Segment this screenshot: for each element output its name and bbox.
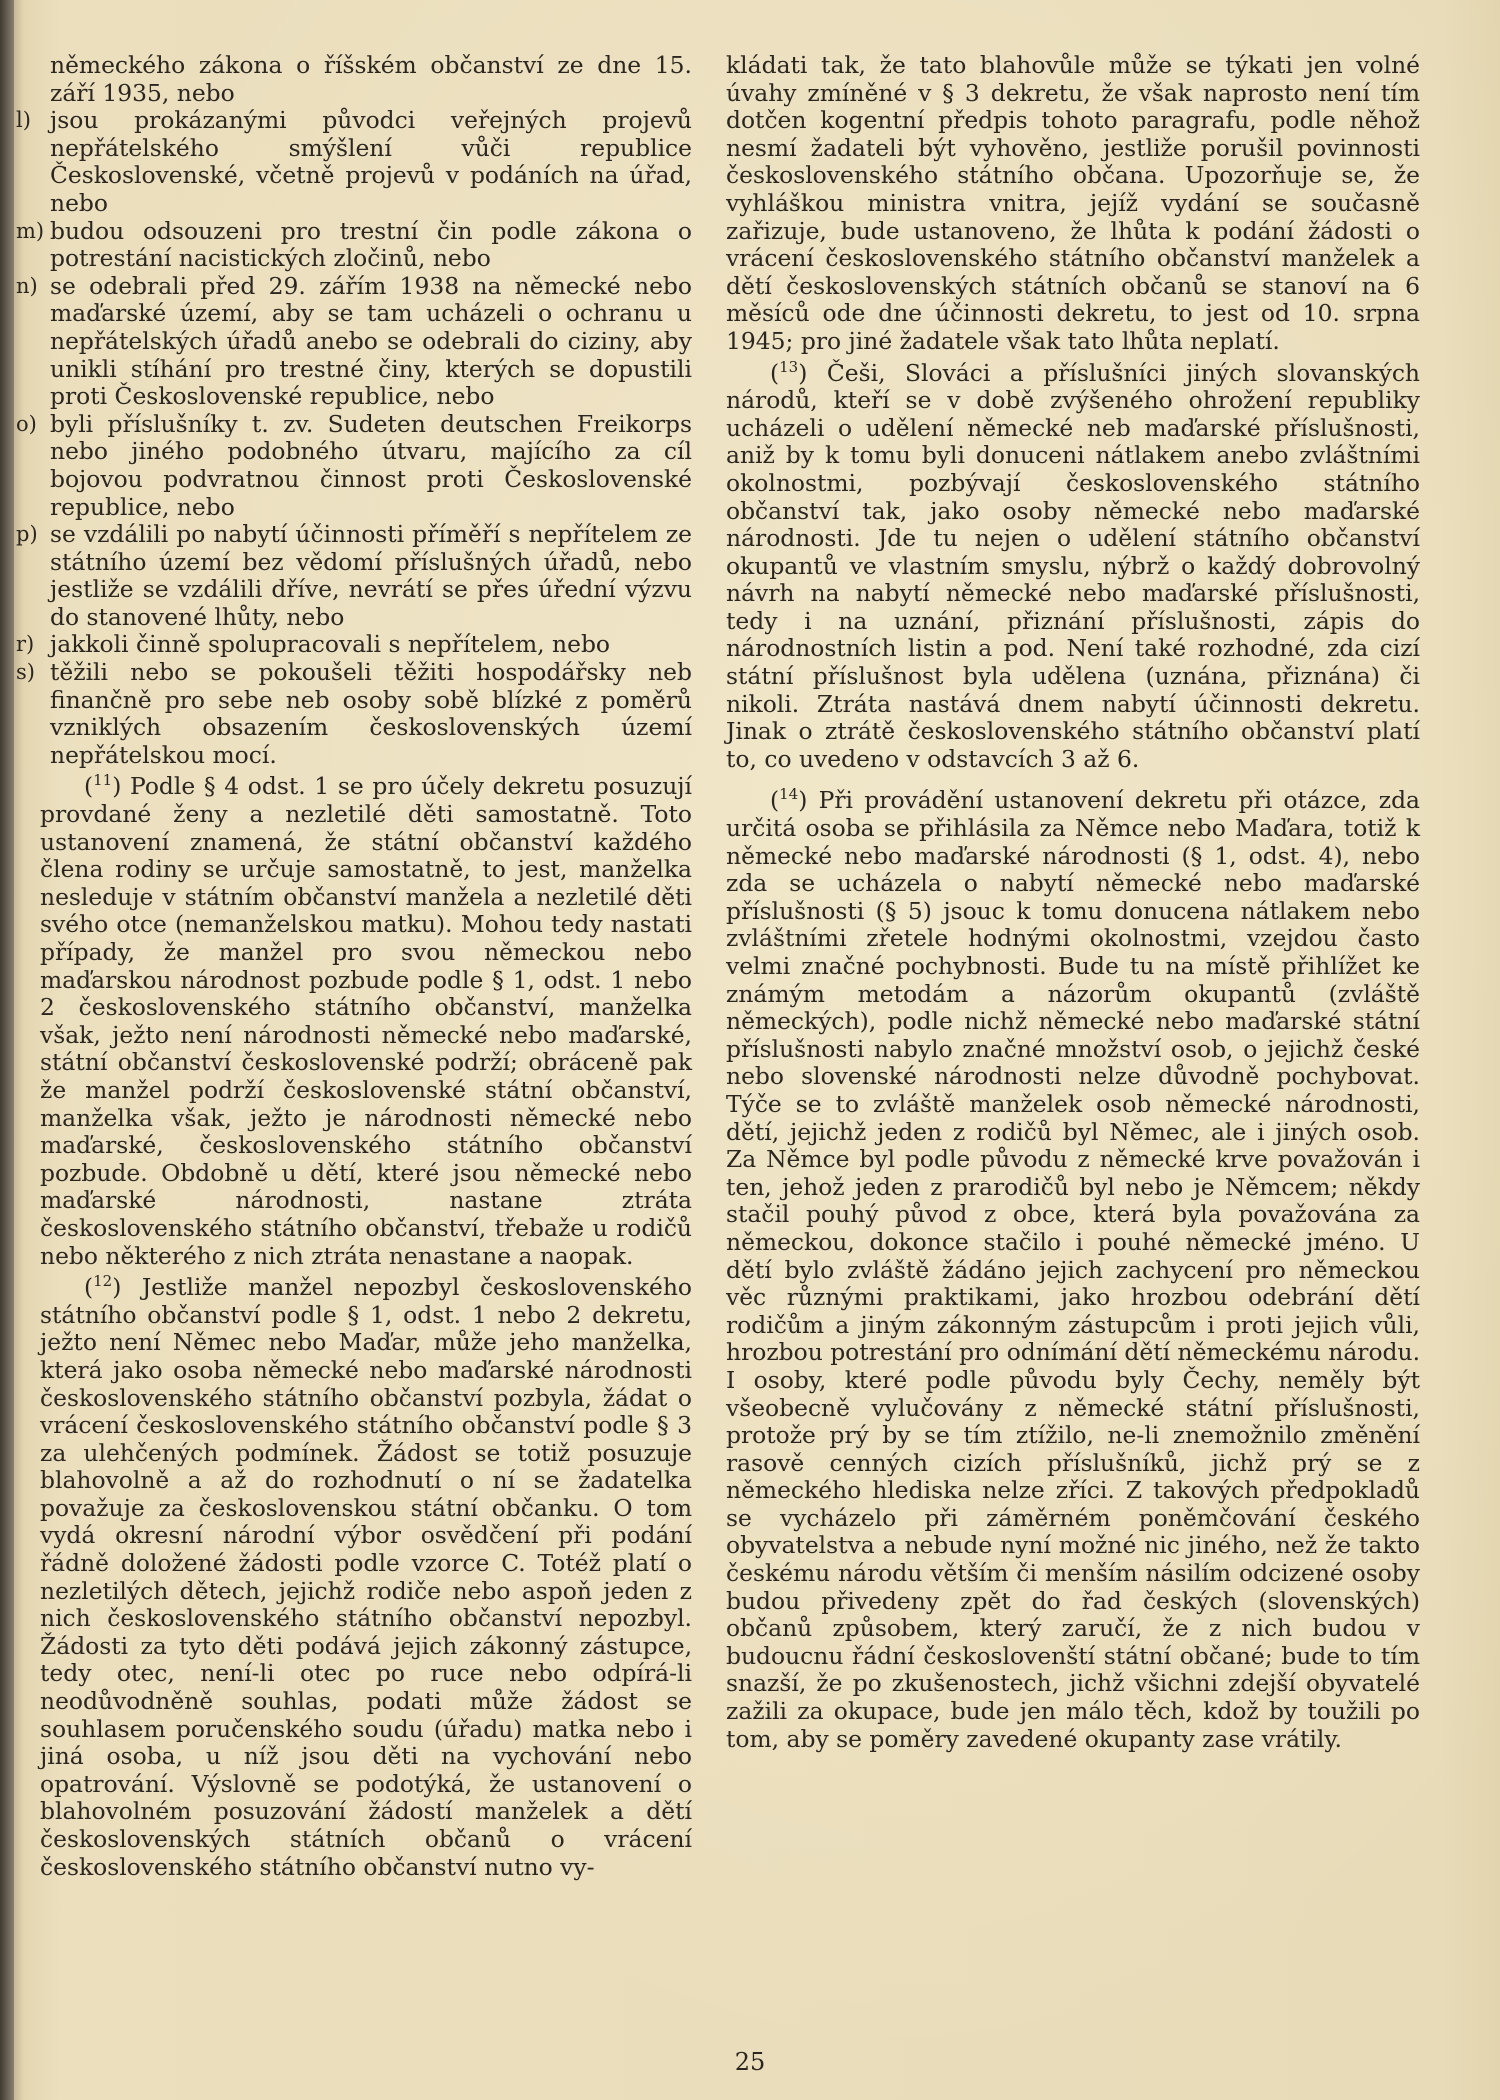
list-item-text: jsou prokázanými původci veřejných projevů nepřátelského smýšlení vůči republice Československé, včetně projevů v podáních na úřad, nebo xyxy=(50,106,692,217)
footnote-number: 13 xyxy=(779,357,799,376)
footnote-text: Při provádění ustanovení dekretu při otázce, zda určitá osoba se přihlásila za Němce nebo Maďara, totiž k německé nebo maďarské národnosti (§ 1, odst. 4), nebo zda se ucházela o nabytí německé nebo maďarské příslušnosti (§ 5) jsouc k tomu donucena nátlakem nebo zvláštními zřetele hodnými okolnostmi, vzejdou často velmi značné pochybnosti. Bude tu na místě přihlížet ke známým metodám a názorům okupantů (zvláště německých), podle nichž německé nebo maďarské státní příslušnosti nabylo značné množství osob, o jejichž české nebo slovenské národnosti nelze důvodně pochybovat. Týče se to zvláště manželek osob německé národnosti, dětí, jejichž jeden z rodičů byl Němec, ale i jiných osob. Za Němce byl podle původu z německé krve považován i ten, jehož jeden z prarodičů byl nebo je Němcem; někdy stačil pouhý původ z obce, která byla považována za německou, dokonce stačilo i pouhé německé jméno. U dětí bylo zvláště žádáno jejich zachycení pro německou věc různými praktikami, jako hrozbou odebrání dětí rodičům a jiným zákonným zástupcům i proti jejich vůli, hrozbou potrestání pro odnímání dětí německému národu. I osoby, které podle původu byly Čechy, neměly být všeobecně vylučovány z německé státní příslušnosti, protože prý by se tím ztížilo, ne-li znemožnilo změnění rasově cenných cizích příslušníků, jichž prý se z německého hlediska nelze zříci. Z takových předpokladů se vycházelo při záměrném poněmčování českého obyvatelstva a nebude nyní možné nic jiného, než že takto českému národu větším či menším násilím odcizené osoby budou přivedeny zpět do řad českých (slovenských) občanů způsobem, který zaručí, že z nich budou v budoucnu řádní českoslovenští státní občané; bude to tím snazší, že po zkušenostech, jichž všichni zdejší obyvatelé zažili za okupace, bude jen málo těch, kdož by toužili po tom, aby se poměry zavedené okupanty zase vrátily. xyxy=(726,786,1420,1753)
list-item-text: se odebrali před 29. zářím 1938 na německé nebo maďarské území, aby se tam ucházeli o ochranu u nepřátelských úřadů anebo se odebrali do ciziny, aby unikli stíhání pro trestné činy, kterých se dopustili proti Československé republice, nebo xyxy=(50,271,692,411)
list-item xyxy=(16,658,692,769)
list-item xyxy=(16,271,692,411)
footnote-text: Češi, Slováci a příslušníci jiných slovanských národů, kteří se v době zvýšeného ohrožení republiky ucházeli o udělení německé neb maďarské příslušnosti, aniž by k tomu byli donuceni nátlakem anebo zvláštními okolnostmi, pozbývají československého státního občanství tak, jako osoby německé nebo maďarské národnosti. Jde tu nejen o udělení státního občanství okupantů ve vlastním smyslu, nýbrž o každý dobrovolný návrh na nabytí německé nebo maďarské příslušnosti, tedy i na uznání, přiznání příslušnosti, zápis do národnostních listin a pod. Není také rozhodné, zda cizí státní příslušnost byla udělena (uznána, přiznána) či nikoli. Ztráta nastává dnem nabytí účinnosti dekretu. Jinak o ztrátě československého státního občanství platí to, co uvedeno v odstavcích 3 až 6. xyxy=(726,358,1421,773)
list-item xyxy=(16,520,692,631)
footnote-number: 11 xyxy=(93,771,113,790)
footnote-paragraph: ($^{14}$) Při provádění ustanovení dekretu při otázce, zda určitá osoba se přihlásila za Němce nebo Maďara, totiž k německé nebo maďarské národnosti (§ 1, odst. 4), nebo zda se ucházela o nabytí německé nebo maďarské příslušnosti (§ 5) jsouc k tomu donucena nátlakem nebo zvláštními zřetele hodnými okolnostmi, vzejdou často velmi značné pochybnosti. Bude tu na místě přihlížet ke známým metodám a názorům okupantů (zvláště německých), podle nichž německé nebo maďarské státní příslušnosti nabylo značné množství osob, o jejichž české nebo slovenské národnosti nelze důvodně pochybovat. Týče se to zvláště manželek osob německé národnosti, dětí, jejichž jeden z rodičů byl Němec, ale i jiných osob. Za Němce byl podle původu z německé krve považován i ten, jehož jeden z prarodičů byl nebo je Němcem; někdy stačil pouhý původ z obce, která byla považována za německou, dokonce stačilo i pouhé německé jméno. U dětí bylo zvláště žádáno jejich zachycení pro německou věc různými praktikami, jako hrozbou odebrání dětí rodičům a jiným zákonným zástupcům i proti jejich vůli, hrozbou potrestání pro odnímání dětí německému národu. I osoby, které podle původu byly Čechy, neměly být všeobecně vylučovány z německé státní příslušnosti, protože prý by se tím ztížilo, ne-li znemožnilo změnění rasově cenných cizích příslušníků, jichž prý se z německého hlediska nelze zříci. Z takových předpokladů se vycházelo při záměrném poněmčování českého obyvatelstva a nebude nyní možné nic jiného, než že takto českému národu větším či menším násilím odcizené osoby budou přivedeny zpět do řad českých (slovenských) občanů způsobem, který zaručí, že z nich budou v budoucnu řádní českoslovenští státní občané; bude to tím snazší, že po zkušenostech, jichž všichni zdejší obyvatelé zažili za okupace, bude jen málo těch, kdož by toužili po tom, aby se poměry zavedené okupanty zase vrátily. xyxy=(726,785,1420,1753)
continuation-text: kládati tak, že tato blahovůle může se týkati jen volné úvahy zmíněné v § 3 dekretu, že však naprosto není tím dotčen kogentní předpis tohoto paragrafu, podle něhož nesmí žadateli být vyhověno, jestliže porušil povinnosti československého státního občana. Upozorňuje se, že vyhláškou ministra vnitra, jejíž vydání se současně zařizuje, bude ustanoveno, že lhůta k podání žádosti o vrácení československého státního občanství manželek a dětí československých státních občanů se stanoví na 6 měsíců ode dne účinnosti dekretu, to jest od 10. srpna 1945; pro jiné žadatele však tato lhůta neplatí. xyxy=(726,51,1420,355)
list-item-label: o) xyxy=(16,411,37,436)
list-item-text: byli příslušníky t. zv. Sudeten deutschen Freikorps nebo jiného podobného útvaru, majícího za cíl bojovou podvratnou činnost proti Československé republice, nebo xyxy=(50,409,692,521)
list-item-label: r) xyxy=(16,632,35,657)
continuation-text: německého zákona o říšském občanství ze dne 15. září 1935, nebo xyxy=(50,51,692,107)
list-item-label: s) xyxy=(16,660,35,685)
list-item-label: m) xyxy=(16,218,45,243)
list-item xyxy=(16,409,692,521)
list-item-text: se vzdálili po nabytí účinnosti příměří s nepřítelem ze státního území bez vědomí příslušných úřadů, nebo jestliže se vzdálili dříve, nevrátí se přes úřední výzvu do stanovené lhůty, nebo xyxy=(50,520,692,631)
list-item-label: n) xyxy=(16,273,38,298)
footnote-paragraph: ($^{11}$) Podle § 4 odst. 1 se pro účely dekretu posuzují provdané ženy a nezletilé děti samostatně. Toto ustanovení znamená, že státní občanství každého člena rodiny se určuje samostatně, to jest, manželka nesleduje v státním občanství manžela a nezletilé děti svého otce (nemanželskou matku). Mohou tedy nastati případy, že manžel pro svou německou nebo maďarskou národnost pozbude podle § 1, odst. 1 nebo 2 československého státního občanství, manželka však, ježto není národnosti německé nebo maďarské, státní občanství československé podrží; obráceně pak že manžel podrží československé státní občanství, manželka však, ježto je národnosti německé nebo maďarské, československého státního občanství pozbude. Obdobně u dětí, které jsou německé nebo maďarské národnosti, nastane ztráta československého státního občanství, třebaže u rodičů nebo některého z nich ztráta nenastane a naopak. xyxy=(40,771,693,1270)
left-column xyxy=(16,51,693,1881)
list-item-text: budou odsouzeni pro trestní čin podle zákona o potrestání nacistických zločinů, nebo xyxy=(50,216,692,273)
footnote-paragraph: ($^{13}$) Češi, Slováci a příslušníci jiných slovanských národů, kteří se v době zvýšeného ohrožení republiky ucházeli o udělení německé neb maďarské příslušnosti, aniž by k tomu byli donuceni nátlakem anebo zvláštními okolnostmi, pozbývají československého státního občanství tak, jako osoby německé nebo maďarské národnosti. Jde tu nejen o udělení státního občanství okupantů ve vlastním smyslu, nýbrž o každý dobrovolný návrh na nabytí německé nebo maďarské příslušnosti, tedy i na uznání, přiznání příslušnosti, zápis do národnostních listin a pod. Není také rozhodné, zda cizí státní příslušnost byla udělena (uznána, přiznána) či nikoli. Ztráta nastává dnem nabytí účinnosti dekretu. Jinak o ztrátě československého státního občanství platí to, co uvedeno v odstavcích 3 až 6. xyxy=(726,357,1421,773)
right-column xyxy=(726,52,1420,1753)
page-number: 25 xyxy=(734,2048,766,2076)
list-item xyxy=(16,216,692,273)
list-item-text: jakkoli činně spolupracovali s nepřítelem, nebo xyxy=(50,630,611,659)
footnote-paragraph: ($^{12}$) Jestliže manžel nepozbyl československého státního občanství podle § 1, odst. 1 nebo 2 dekretu, ježto není Němec nebo Maďar, může jeho manželka, která jako osoba německé nebo maďarské národnosti československého státního občanství pozbyla, žádat o vrácení československého státního občanství podle § 3 za ulehčených podmínek. Žádost se totiž posuzuje blahovolně a až do rozhodnutí o ní se žadatelka považuje za československou státní občanku. O tom vydá okresní národní výbor osvědčení při podání řádně doložené žádosti podle vzorce C. Totéž platí o nezletilých dětech, jejichž rodiče nebo aspoň jeden z nich československého státního občanství nepozbyl. Žádosti za tyto děti podává jejich zákonný zástupce, tedy otec, není-li otec po ruce nebo odpírá-li neodůvodněně souhlas, podati může žádost se souhlasem poručenského soudu (úřadu) matka nebo i jiná osoba, u níž jsou děti na vychování nebo opatrování. Výslovně se podotýká, že ustanovení o blahovolném posuzování žádostí manželek a dětí československých státních občanů o vrácení československého státního občanství nutno vy- xyxy=(40,1272,693,1881)
list-item-label: p) xyxy=(16,522,38,547)
list-item-label: l) xyxy=(16,108,31,133)
footnote-text: Podle § 4 odst. 1 se pro účely dekretu posuzují provdané ženy a nezletilé děti samostatně. Toto ustanovení znamená, že státní občanství každého člena rodiny se určuje samostatně, to jest, manželka nesleduje v státním občanství manžela a nezletilé děti svého otce (nemanželskou matku). Mohou tedy nastati případy, že manžel pro svou německou nebo maďarskou národnost pozbude podle § 1, odst. 1 nebo 2 československého státního občanství, manželka však, ježto není národnosti německé nebo maďarské, státní občanství československé podrží; obráceně pak že manžel podrží československé státní občanství, manželka však, ježto je národnosti německé nebo maďarské, československého státního občanství pozbude. Obdobně u dětí, které jsou německé nebo maďarské národnosti, nastane ztráta československého státního občanství, třebaže u rodičů nebo některého z nich ztráta nenastane a naopak. xyxy=(40,772,693,1270)
list-item xyxy=(16,630,692,659)
footnote-text: Jestliže manžel nepozbyl československého státního občanství podle § 1, odst. 1 nebo 2 dekretu, ježto není Němec nebo Maďar, může jeho manželka, která jako osoba německé nebo maďarské národnosti československého státního občanství pozbyla, žádat o vrácení československého státního občanství podle § 3 za ulehčených podmínek. Žádost se totiž posuzuje blahovolně a až do rozhodnutí o ní se žadatelka považuje za československou státní občanku. O tom vydá okresní národní výbor osvědčení při podání řádně doložené žádosti podle vzorce C. Totéž platí o nezletilých dětech, jejichž rodiče nebo aspoň jeden z nich československého státního občanství nepozbyl. Žádosti za tyto děti podává jejich zákonný zástupce, tedy otec, není-li otec po ruce nebo odpírá-li neodůvodněně souhlas, podati může žádost se souhlasem poručenského soudu (úřadu) matka nebo i jiná osoba, u níž jsou děti na vychování nebo opatrování. Výslovně se podotýká, že ustanovení o blahovolném posuzování žádostí manželek a dětí československých státních občanů o vrácení československého státního občanství nutno vy- xyxy=(40,1273,693,1881)
footnote-number: 12 xyxy=(93,1272,113,1291)
book-binding-edge xyxy=(0,0,14,2100)
footnote-number: 14 xyxy=(779,785,799,804)
list-item-text: těžili nebo se pokoušeli těžiti hospodářsky neb finančně pro sebe neb osoby sobě blízké z poměrů vzniklých obsazením československých území nepřátelskou mocí. xyxy=(50,658,692,769)
list-item xyxy=(16,106,692,217)
